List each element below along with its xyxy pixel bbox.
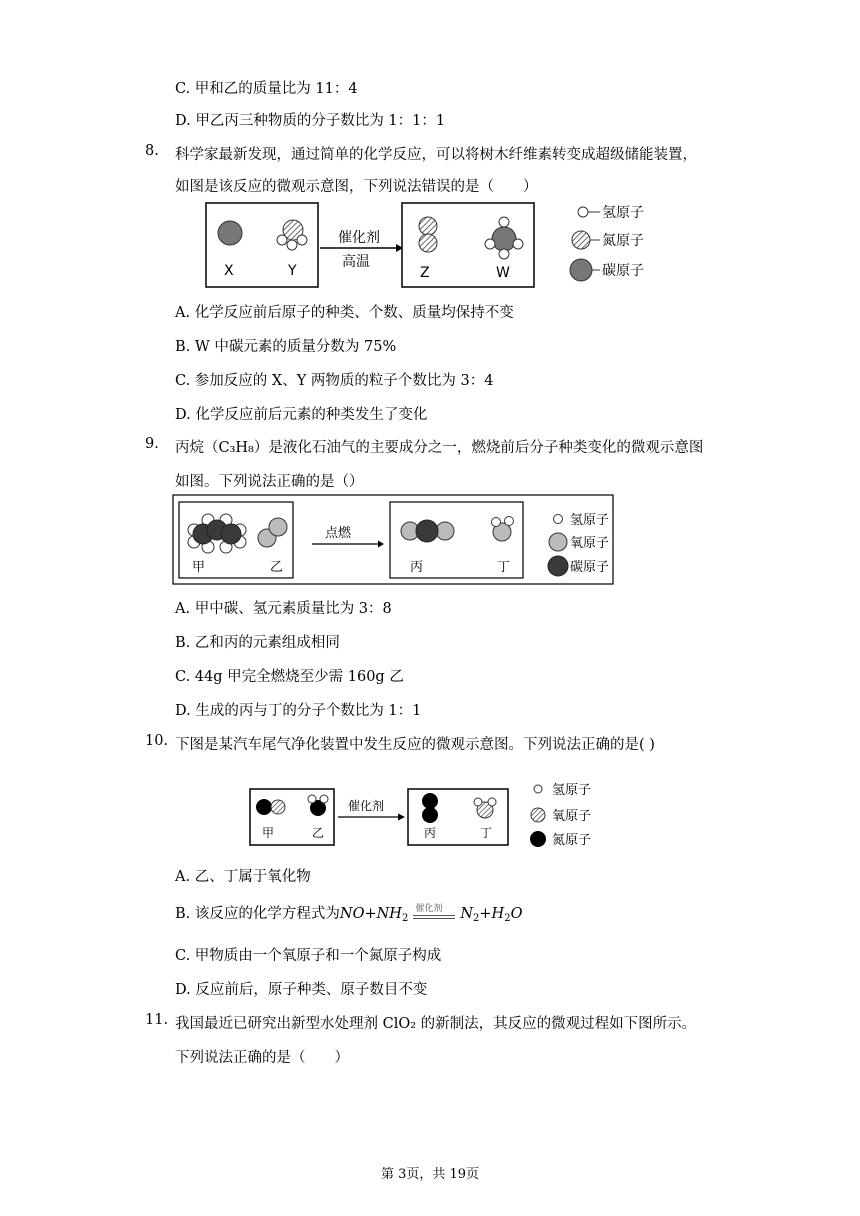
q8-legend-hydrogen: 氢原子 [602, 205, 644, 221]
q8-legend [570, 205, 644, 281]
q8-label-w: W [496, 265, 510, 281]
q8-option-d: D. 化学反应前后元素的种类发生了变化 [175, 407, 428, 423]
q10-reaction-diagram [248, 777, 608, 851]
q7-option-c: C. 甲和乙的质量比为 11：4 [175, 81, 358, 97]
page-footer: 第 3页，共 19页 [380, 1167, 480, 1182]
q10-legend-oxygen: 氧原子 [552, 809, 592, 824]
q9-co2-molecule [401, 520, 454, 542]
q10-option-d: D. 反应前后，原子种类、原子数目不变 [175, 982, 428, 998]
q9-legend-oxygen: 氧原子 [570, 536, 610, 551]
q8-option-b: B. W 中碳元素的质量分数为 75% [175, 339, 397, 355]
q10-water-molecule [474, 798, 496, 818]
q8-w-molecule [485, 217, 523, 259]
q8-stem-line2: 如图是该反应的微观示意图，下列说法错误的是（ ） [175, 179, 538, 195]
q9-stem-line2: 如图。下列说法正确的是（） [175, 474, 364, 490]
q8-label-z: Z [420, 265, 430, 281]
q8-number: 8. [145, 143, 159, 159]
q8-legend-nitrogen: 氮原子 [602, 233, 644, 249]
q9-legend-hydrogen: 氢原子 [570, 513, 610, 528]
q9-option-d: D. 生成的丙与丁的分子个数比为 1：1 [175, 703, 422, 719]
q10-legend-hydrogen: 氢原子 [552, 783, 592, 798]
q8-stem-line1: 科学家最新发现，通过简单的化学反应，可以将树木纤维素转变成超级储能装置， [175, 147, 697, 163]
q9-option-a: A. 甲中碳、氢元素质量比为 3：8 [175, 601, 392, 617]
q9-option-c: C. 44g 甲完全燃烧至少需 160g 乙 [175, 669, 404, 685]
q10-stem-line1: 下图是某汽车尾气净化装置中发生反应的微观示意图。下列说法正确的是( ) [175, 737, 655, 753]
q8-option-c: C. 参加反应的 X、Y 两物质的粒子个数比为 3：4 [175, 373, 494, 389]
q10-option-c: C. 甲物质由一个氧原子和一个氮原子构成 [175, 948, 442, 964]
q9-number: 9. [145, 436, 159, 452]
q9-water-molecule [492, 517, 514, 542]
q8-z-molecule [419, 217, 437, 252]
q10-label-bing: 丙 [424, 826, 437, 840]
q10-option-b-prefix: B. 该反应的化学方程式为 [175, 906, 340, 922]
q9-legend [548, 513, 609, 576]
q10-label-jia: 甲 [262, 826, 275, 840]
q10-condition-catalyst: 催化剂 [348, 799, 385, 813]
q8-legend-carbon: 碳原子 [602, 263, 644, 279]
q9-stem-line1: 丙烷（C₃H₈）是液化石油气的主要成分之一，燃烧前后分子种类变化的微观示意图 [175, 440, 704, 456]
q10-option-a: A. 乙、丁属于氧化物 [175, 869, 311, 885]
q10-legend [530, 783, 591, 848]
q10-no-molecule [256, 799, 285, 815]
q9-legend-carbon: 碳原子 [570, 560, 610, 575]
q8-label-y: Y [288, 263, 297, 279]
q9-propane-molecule [188, 514, 246, 553]
q10-label-ding: 丁 [480, 826, 493, 840]
q11-number: 11. [145, 1012, 169, 1028]
q10-equation-catalyst-arrow: 催化剂 [411, 903, 457, 923]
q9-condition-ignite: 点燃 [325, 526, 352, 541]
q8-y-molecule [277, 220, 307, 250]
q10-nh2-molecule [308, 795, 328, 816]
q11-stem-line1: 我国最近已研究出新型水处理剂 ClO₂ 的新制法，其反应的微观过程如下图所示。 [175, 1016, 697, 1032]
q11-stem-line2: 下列说法正确的是（ ） [175, 1050, 349, 1066]
q9-label-yi: 乙 [270, 560, 284, 575]
q10-option-b [175, 902, 522, 924]
q10-equation: $NO+NH_2$ 催化剂 $N_2+H_2O$ [339, 904, 523, 924]
q9-label-bing: 丙 [410, 560, 424, 575]
q7-option-d: D. 甲乙丙三种物质的分子数比为 1：1：1 [175, 113, 446, 129]
q10-number: 10. [145, 733, 169, 749]
q9-oxygen-molecule [258, 518, 287, 547]
q8-reaction-diagram [200, 200, 670, 292]
q8-condition-catalyst: 催化剂 [338, 230, 380, 246]
q9-option-b: B. 乙和丙的元素组成相同 [175, 635, 340, 651]
q8-condition-heat: 高温 [342, 254, 370, 270]
q10-legend-nitrogen: 氮原子 [552, 833, 592, 848]
q9-label-jia: 甲 [192, 560, 206, 575]
q9-reaction-diagram [172, 494, 616, 586]
q8-x-carbon-atom [218, 221, 242, 245]
q8-label-x: X [224, 263, 234, 279]
q10-label-yi: 乙 [312, 826, 325, 840]
q8-option-a: A. 化学反应前后原子的种类、个数、质量均保持不变 [175, 305, 514, 321]
q10-n2-molecule [422, 793, 438, 823]
q9-label-ding: 丁 [497, 560, 511, 575]
